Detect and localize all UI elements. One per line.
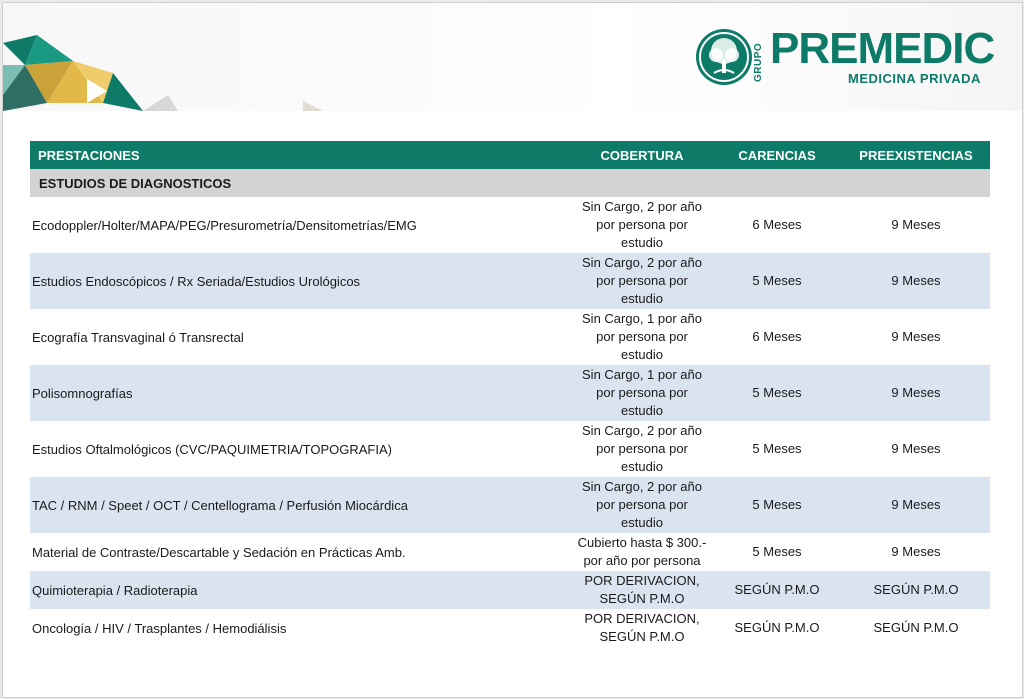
cobertura-line: Sin Cargo, 2 por año	[582, 479, 702, 494]
preexistencias-cell: 9 Meses	[842, 197, 990, 253]
tree-logo-icon	[696, 29, 752, 85]
cobertura-line: Sin Cargo, 2 por año	[582, 199, 702, 214]
header-cobertura: COBERTURA	[572, 141, 712, 169]
preexistencias-cell: 9 Meses	[842, 253, 990, 309]
header-preexistencias: PREEXISTENCIAS	[842, 141, 990, 169]
prestacion-cell: Polisomnografías	[30, 365, 572, 421]
header-prestaciones: PRESTACIONES	[30, 141, 572, 169]
logo-grupo-text: GRUPO	[753, 42, 764, 82]
preexistencias-cell: 9 Meses	[842, 421, 990, 477]
cobertura-line: estudio	[621, 291, 663, 306]
coverage-table	[30, 141, 990, 647]
prestacion-cell: Estudios Endoscópicos / Rx Seriada/Estudios Urológicos	[30, 253, 572, 309]
carencias-cell: SEGÚN P.M.O	[712, 571, 842, 609]
carencias-cell: 6 Meses	[712, 309, 842, 365]
cobertura-line: Sin Cargo, 2 por año	[582, 423, 702, 438]
cobertura-cell	[572, 477, 712, 533]
decorative-triangles	[3, 3, 333, 111]
table-row	[30, 609, 990, 647]
cobertura-line: estudio	[621, 347, 663, 362]
preexistencias-cell: SEGÚN P.M.O	[842, 609, 990, 647]
preexistencias-cell: 9 Meses	[842, 309, 990, 365]
table-row	[30, 309, 990, 365]
prestacion-cell: TAC / RNM / Speet / OCT / Centellograma / Perfusión Miocárdica	[30, 477, 572, 533]
cobertura-line: por año por persona	[583, 553, 701, 568]
cobertura-line: estudio	[621, 515, 663, 530]
prestacion-cell: Ecografía Transvaginal ó Transrectal	[30, 309, 572, 365]
cobertura-cell	[572, 421, 712, 477]
carencias-cell: 5 Meses	[712, 477, 842, 533]
cobertura-line: por persona por	[596, 329, 688, 344]
cobertura-line: POR DERIVACION,	[584, 573, 700, 588]
carencias-cell: 5 Meses	[712, 253, 842, 309]
cobertura-line: por persona por	[596, 441, 688, 456]
cobertura-line: por persona por	[596, 385, 688, 400]
cobertura-cell	[572, 309, 712, 365]
preexistencias-cell: 9 Meses	[842, 533, 990, 571]
cobertura-line: POR DERIVACION,	[584, 611, 700, 626]
cobertura-line: estudio	[621, 403, 663, 418]
carencias-cell: SEGÚN P.M.O	[712, 609, 842, 647]
cobertura-line: Sin Cargo, 1 por año	[582, 311, 702, 326]
document-page	[2, 2, 1023, 698]
cobertura-line: Sin Cargo, 2 por año	[582, 255, 702, 270]
cobertura-line: Cubierto hasta $ 300.-	[577, 535, 707, 550]
cobertura-line: SEGÚN P.M.O	[599, 629, 685, 644]
cobertura-line: estudio	[621, 459, 663, 474]
section-title: ESTUDIOS DE DIAGNOSTICOS	[30, 169, 990, 197]
table-row	[30, 533, 990, 571]
cobertura-line: SEGÚN P.M.O	[599, 591, 685, 606]
section-row	[30, 169, 990, 197]
table-row	[30, 365, 990, 421]
cobertura-cell	[572, 253, 712, 309]
prestacion-cell: Estudios Oftalmológicos (CVC/PAQUIMETRIA/TOPOGRAFIA)	[30, 421, 572, 477]
cobertura-line: Sin Cargo, 1 por año	[582, 367, 702, 382]
preexistencias-cell: 9 Meses	[842, 365, 990, 421]
premedic-logo	[696, 25, 996, 95]
preexistencias-cell: 9 Meses	[842, 477, 990, 533]
cobertura-line: por persona por	[596, 217, 688, 232]
cobertura-cell	[572, 365, 712, 421]
cobertura-cell	[572, 197, 712, 253]
table-row	[30, 197, 990, 253]
cobertura-line: por persona por	[596, 497, 688, 512]
logo-brand-name: PREMEDIC	[770, 24, 995, 73]
prestacion-cell: Quimioterapia / Radioterapia	[30, 571, 572, 609]
prestacion-cell: Ecodoppler/Holter/MAPA/PEG/Presurometría/Densitometrías/EMG	[30, 197, 572, 253]
logo-tagline: MEDICINA PRIVADA	[848, 71, 981, 86]
carencias-cell: 5 Meses	[712, 365, 842, 421]
preexistencias-cell: SEGÚN P.M.O	[842, 571, 990, 609]
carencias-cell: 6 Meses	[712, 197, 842, 253]
cobertura-cell	[572, 533, 712, 571]
table-header-row	[30, 141, 990, 169]
carencias-cell: 5 Meses	[712, 421, 842, 477]
table-row	[30, 477, 990, 533]
prestacion-cell: Oncología / HIV / Trasplantes / Hemodiálisis	[30, 609, 572, 647]
carencias-cell: 5 Meses	[712, 533, 842, 571]
prestacion-cell: Material de Contraste/Descartable y Sedación en Prácticas Amb.	[30, 533, 572, 571]
table-row	[30, 571, 990, 609]
cobertura-cell	[572, 609, 712, 647]
table-row	[30, 421, 990, 477]
cobertura-line: por persona por	[596, 273, 688, 288]
table-row	[30, 253, 990, 309]
cobertura-line: estudio	[621, 235, 663, 250]
cobertura-cell	[572, 571, 712, 609]
header-carencias: CARENCIAS	[712, 141, 842, 169]
header-banner	[3, 3, 1022, 111]
